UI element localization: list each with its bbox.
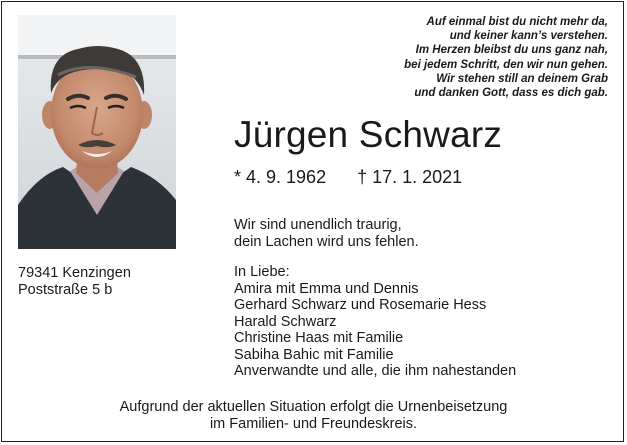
- family-line: Gerhard Schwarz und Rosemarie Hess: [234, 297, 487, 313]
- life-dates: [234, 166, 462, 188]
- poem-line: Wir stehen still an deinem Grab: [436, 72, 608, 85]
- poem-line: Auf einmal bist du nicht mehr da,: [426, 16, 608, 28]
- mourner-address: [18, 265, 131, 298]
- memorial-poem: [308, 15, 608, 100]
- deceased-name: Jürgen Schwarz: [234, 114, 503, 155]
- sentence-line: Wir sind unendlich traurig,: [234, 217, 402, 233]
- sentence-line: dein Lachen wird uns fehlen.: [234, 233, 419, 250]
- condolence-sentence: [234, 217, 419, 250]
- death-date: † 17. 1. 2021: [357, 167, 463, 187]
- family-line: In Liebe:: [234, 264, 290, 280]
- address-line: 79341 Kenzingen: [18, 265, 131, 281]
- notice-line: Aufgrund der aktuellen Situation erfolgt die Urnenbeisetzung: [119, 399, 508, 415]
- family-line: Amira mit Emma und Dennis: [234, 280, 419, 297]
- poem-line: bei jedem Schritt, den wir nun gehen.: [404, 58, 608, 71]
- address-line: Poststraße 5 b: [18, 281, 113, 298]
- birth-date: * 4. 9. 1962: [234, 167, 327, 187]
- family-line: Sabiha Bahic mit Familie: [234, 346, 394, 363]
- portrait-photo: [18, 15, 176, 249]
- notice-line: im Familien- und Freundeskreis.: [209, 415, 418, 432]
- family-line: Anverwandte und alle, die ihm nahestanden: [234, 363, 517, 379]
- poem-line: und danken Gott, dass es dich gab.: [414, 87, 608, 100]
- poem-line: und keiner kann’s verstehen.: [449, 30, 608, 43]
- family-line: Christine Haas mit Familie: [234, 330, 404, 346]
- family-list: [234, 264, 516, 380]
- poem-line: Im Herzen bleibst du uns ganz nah,: [415, 44, 608, 57]
- burial-notice: [0, 399, 627, 432]
- family-line: Harald Schwarz: [234, 313, 337, 330]
